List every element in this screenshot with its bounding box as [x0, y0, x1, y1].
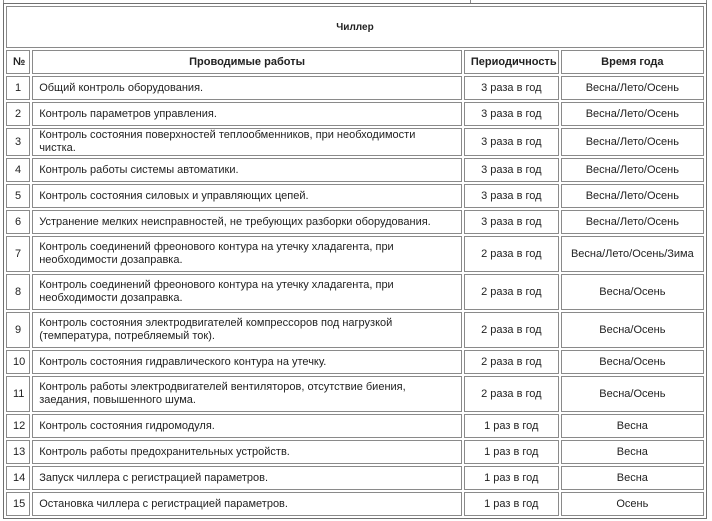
- row-season: Весна/Осень: [561, 350, 704, 374]
- row-work: Контроль состояния гидравлического контура на утечку.: [32, 350, 462, 374]
- row-periodicity: 2 раза в год: [464, 376, 559, 412]
- table-row: [6, 158, 704, 182]
- column-header-periodicity: Периодичность: [464, 50, 559, 74]
- row-periodicity: 1 раз в год: [464, 440, 559, 464]
- row-number: 4: [6, 158, 30, 182]
- row-work: Остановка чиллера с регистрацией параметров.: [32, 492, 462, 516]
- row-periodicity: 2 раза в год: [464, 274, 559, 310]
- row-work: Запуск чиллера с регистрацией параметров.: [32, 466, 462, 490]
- column-header-work: Проводимые работы: [32, 50, 462, 74]
- row-season: Весна/Лето/Осень: [561, 210, 704, 234]
- row-number: 13: [6, 440, 30, 464]
- table-row: [6, 76, 704, 100]
- row-work: Контроль работы системы автоматики.: [32, 158, 462, 182]
- table-row: [6, 274, 704, 310]
- row-periodicity: 1 раз в год: [464, 466, 559, 490]
- row-number: 15: [6, 492, 30, 516]
- row-season: Весна/Лето/Осень: [561, 184, 704, 208]
- row-work: Контроль соединений фреонового контура на утечку хладагента, при необходимости дозаправка.: [32, 274, 462, 310]
- row-work: Контроль работы электродвигателей вентиляторов, отсутствие биения, заедания, повышенного шума.: [32, 376, 462, 412]
- row-number: 7: [6, 236, 30, 272]
- row-season: Весна: [561, 440, 704, 464]
- table-row: [6, 414, 704, 438]
- row-number: 5: [6, 184, 30, 208]
- maintenance-schedule-table: [3, 3, 707, 519]
- row-number: 9: [6, 312, 30, 348]
- table-row: [6, 184, 704, 208]
- row-season: Весна/Лето/Осень: [561, 102, 704, 126]
- row-number: 1: [6, 76, 30, 100]
- row-work: Контроль параметров управления.: [32, 102, 462, 126]
- table-row: [6, 440, 704, 464]
- row-season: Весна/Лето/Осень: [561, 76, 704, 100]
- table-header-row: [6, 50, 704, 74]
- table-title: Чиллер: [6, 6, 704, 48]
- row-work: Контроль работы предохранительных устройств.: [32, 440, 462, 464]
- row-periodicity: 1 раз в год: [464, 492, 559, 516]
- row-periodicity: 3 раза в год: [464, 210, 559, 234]
- row-periodicity: 2 раза в год: [464, 236, 559, 272]
- row-periodicity: 2 раза в год: [464, 350, 559, 374]
- table-row: [6, 128, 704, 156]
- row-work: Контроль соединений фреонового контура на утечку хладагента, при необходимости дозаправка.: [32, 236, 462, 272]
- row-periodicity: 3 раза в год: [464, 102, 559, 126]
- row-work: Общий контроль оборудования.: [32, 76, 462, 100]
- table-row: [6, 350, 704, 374]
- row-periodicity: 1 раз в год: [464, 414, 559, 438]
- row-number: 8: [6, 274, 30, 310]
- row-periodicity: 3 раза в год: [464, 184, 559, 208]
- column-header-season: Время года: [561, 50, 704, 74]
- table-row: [6, 210, 704, 234]
- table-row: [6, 102, 704, 126]
- row-season: Весна: [561, 414, 704, 438]
- row-number: 10: [6, 350, 30, 374]
- table-row: [6, 312, 704, 348]
- row-work: Контроль состояния гидромодуля.: [32, 414, 462, 438]
- row-periodicity: 3 раза в год: [464, 76, 559, 100]
- row-periodicity: 2 раза в год: [464, 312, 559, 348]
- row-number: 11: [6, 376, 30, 412]
- row-season: Весна/Осень: [561, 312, 704, 348]
- row-periodicity: 3 раза в год: [464, 158, 559, 182]
- row-season: Весна/Лето/Осень/Зима: [561, 236, 704, 272]
- row-work: Контроль состояния силовых и управляющих цепей.: [32, 184, 462, 208]
- row-number: 6: [6, 210, 30, 234]
- table-title-row: [6, 6, 704, 48]
- table-row: [6, 466, 704, 490]
- table-row: [6, 376, 704, 412]
- row-season: Весна/Лето/Осень: [561, 158, 704, 182]
- table-row: [6, 236, 704, 272]
- row-work: Устранение мелких неисправностей, не требующих разборки оборудования.: [32, 210, 462, 234]
- row-work: Контроль состояния электродвигателей компрессоров под нагрузкой (температура, потребляемый ток).: [32, 312, 462, 348]
- row-periodicity: 3 раза в год: [464, 128, 559, 156]
- row-number: 12: [6, 414, 30, 438]
- row-season: Весна/Лето/Осень: [561, 128, 704, 156]
- row-season: Осень: [561, 492, 704, 516]
- row-season: Весна/Осень: [561, 376, 704, 412]
- table-row: [6, 492, 704, 516]
- row-number: 3: [6, 128, 30, 156]
- row-number: 14: [6, 466, 30, 490]
- row-season: Весна/Осень: [561, 274, 704, 310]
- row-season: Весна: [561, 466, 704, 490]
- column-header-num: №: [6, 50, 30, 74]
- table-body: [6, 76, 704, 516]
- row-number: 2: [6, 102, 30, 126]
- row-work: Контроль состояния поверхностей теплообменников, при необходимости чистка.: [32, 128, 462, 156]
